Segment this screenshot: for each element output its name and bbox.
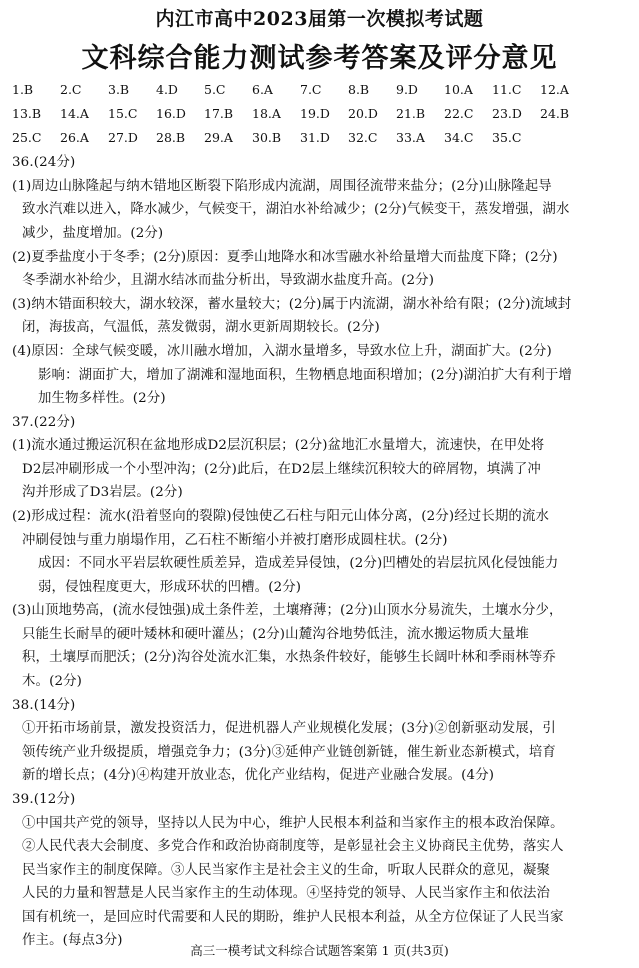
answer-line: 闭，海拔高，气温低，蒸发微弱，湖水更新周期较长。(2分) [22,320,380,335]
exam-title: 内江市高中2023届第一次模拟考试题 [155,8,484,30]
answer-item: 20.D [348,106,378,121]
answer-line: 致水汽难以进入，降水减少，气候变干，湖泊水补给减少；(2分)气候变干，蒸发增强，湖水 [22,202,570,217]
answer-item: 23.D [492,106,522,121]
answer-item: 25.C [12,130,42,145]
answer-line: 只能生长耐旱的硬叶矮林和硬叶灌丛；(2分)山麓沟谷地势低洼，流水搬运物质大量堆 [22,627,529,642]
answer-line: (2)夏季盐度小于冬季；(2分)原因：夏季山地降水和冰雪融水补给量增大而盐度下降；(2分) [12,250,558,265]
answer-line: (3)纳木错面积较大，湖水较深，蓄水量较大；(2分)属于内流湖，湖水补给有限；(2分)流域封 [12,297,572,312]
answer-item: 32.C [348,130,378,145]
question-heading: 36.(24分) [12,155,76,170]
answer-item: 15.C [108,106,138,121]
answer-line: (4)原因：全球气候变暖，冰川融水增加，入湖水量增多，导致水位上升，湖面扩大。(2分) [12,344,552,359]
answer-item: 33.A [396,130,425,145]
answer-line: ②人民代表大会制度、多党合作和政治协商制度等，是彰显社会主义协商民主优势，落实人 [22,839,564,854]
answer-item: 30.B [252,130,282,145]
answer-line: (1)周边山脉隆起与纳木错地区断裂下陷形成内流湖，周围径流带来盐分；(2分)山脉隆起导 [12,179,552,194]
question-heading: 38.(14分) [12,698,76,713]
answer-line: 民当家作主的制度保障。③人民当家作主是社会主义的生命，听取人民群众的意见，凝聚 [22,863,551,878]
page-footer: 高三一模考试文科综合试题答案第 1 页(共3页) [190,943,449,958]
answer-item: 29.A [204,130,233,145]
answer-line: 弱，侵蚀程度更大，形成环状的凹槽。(2分) [38,580,302,595]
answer-line: 人民的力量和智慧是人民当家作主的生动体现。④坚持党的领导、人民当家作主和依法治 [22,886,551,901]
answer-line: 成因：不同水平岩层软硬性质差异，造成差异侵蚀，(2分)凹槽处的岩层抗风化侵蚀能力 [38,556,559,571]
answer-item: 31.D [300,130,330,145]
answer-item: 7.C [300,82,322,97]
answer-item: 14.A [60,106,89,121]
answer-item: 34.C [444,130,474,145]
answer-line: 国有机统一，是回应时代需要和人民的期盼，维护人民根本利益，从全方位保证了人民当家 [22,910,564,925]
answer-item: 22.C [444,106,474,121]
answer-item: 27.D [108,130,138,145]
answer-line: 冬季湖水补给少，且湖水结冰而盐分析出，导致湖水盐度升高。(2分) [22,273,435,288]
answer-line: 领传统产业升级提质，增强竞争力；(3分)③延伸产业链创新链，催生新业态新模式，培育 [22,745,556,760]
answer-item: 28.B [156,130,186,145]
answer-line: 减少，盐度增加。(2分) [22,226,164,241]
answer-line: 加生物多样性。(2分) [38,391,166,406]
answers-row-2 [12,106,588,121]
answer-item: 21.B [396,106,426,121]
answer-line: ①开拓市场前景，激发投资活力，促进机器人产业规模化发展；(3分)②创新驱动发展，引 [22,721,556,736]
answer-line: 积，土壤厚而肥沃；(2分)沟谷处流水汇集，水热条件较好，能够生长阔叶林和季雨林等乔 [22,650,556,665]
answer-item: 17.B [204,106,234,121]
answer-line: 木。(2分) [22,674,83,689]
answer-item: 1.B [12,82,34,97]
answer-line: 冲刷侵蚀与重力崩塌作用，乙石柱不断缩小并被打磨形成圆柱状。(2分) [22,533,448,548]
answer-item: 6.A [252,82,273,97]
answer-item: 2.C [60,82,82,97]
answers-row-3 [12,130,540,145]
answer-item: 18.A [252,106,281,121]
answer-item: 5.C [204,82,226,97]
answer-line: D2层冲刷形成一个小型冲沟；(2分)此后，在D2层上继续沉积较大的碎屑物，填满了冲 [22,462,541,477]
answer-item: 16.D [156,106,186,121]
answer-item: 4.D [156,82,178,97]
answer-line: 新的增长点；(4分)④构建开放业态，优化产业结构，促进产业融合发展。(4分) [22,768,495,783]
answer-line: (2)形成过程：流水(沿着竖向的裂隙)侵蚀使乙石柱与阳元山体分离，(2分)经过长期的流水 [12,509,550,524]
answer-item: 35.C [492,130,522,145]
answer-item: 19.D [300,106,330,121]
question-heading: 37.(22分) [12,415,76,430]
answer-item: 10.A [444,82,473,97]
answers-row-1 [12,82,588,97]
answer-line: 沟并形成了D3岩层。(2分) [22,485,183,500]
answer-line: 影响：湖面扩大，增加了湖滩和湿地面积，生物栖息地面积增加；(2分)湖泊扩大有利于增 [38,368,572,383]
answer-item: 11.C [492,82,522,97]
answer-item: 13.B [12,106,42,121]
answer-line: (1)流水通过搬运沉积在盆地形成D2层沉积层；(2分)盆地汇水量增大，流速快，在甲处将 [12,438,545,453]
answer-item: 9.D [396,82,418,97]
answer-line: (3)山顶地势高，(流水侵蚀强)成土条件差，土壤瘠薄；(2分)山顶水分易流失，土壤水分少， [12,603,563,618]
answer-line: ①中国共产党的领导，坚持以人民为中心，维护人民根本利益和当家作主的根本政治保障。 [22,816,564,831]
question-heading: 39.(12分) [12,792,76,807]
answer-item: 24.B [540,106,570,121]
answer-item: 26.A [60,130,89,145]
answer-item: 8.B [348,82,370,97]
answer-item: 12.A [540,82,569,97]
answer-item: 3.B [108,82,130,97]
answer-line: 作主。(每点3分) [22,933,123,948]
answer-key-subtitle: 文科综合能力测试参考答案及评分意见 [81,43,558,74]
